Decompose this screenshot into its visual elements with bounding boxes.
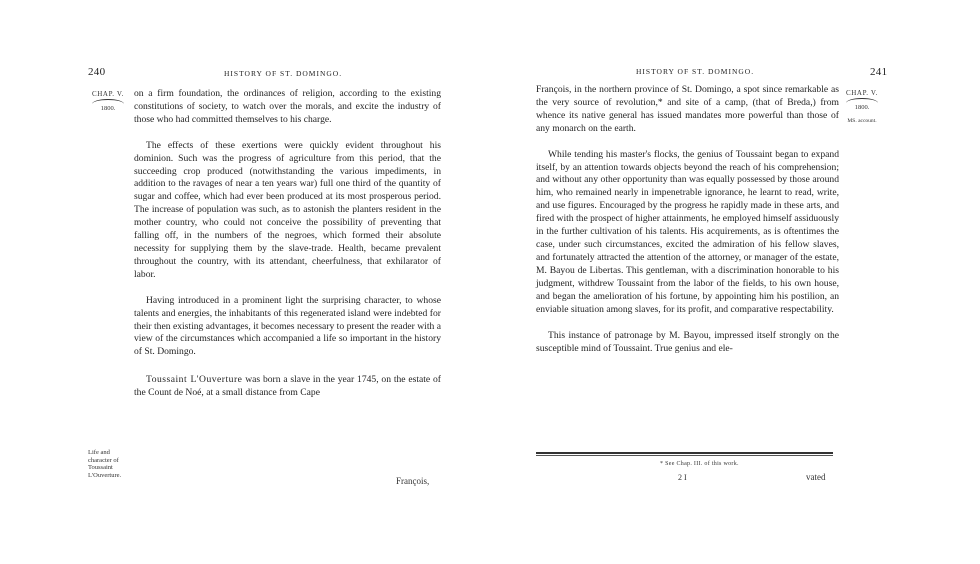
margin-year: 1800. — [100, 105, 116, 112]
paragraph-rest: was born a slave in the year 1745, on the estate of the Count de Noé, at a small distance from Cape — [134, 374, 441, 399]
paragraph: While tending his master's flocks, the genius of Toussaint began to expand itself, by an attention towards objects beyond the reach of his comprehension; and without any other opportunity than was equally possessed by those around him, who remained nearly in impenetrable ignorance, he learnt to read, write, and use figures. Encouraged by the progress he rapidly made in these arts, and fired with the prospect of higher attainments, he employed himself assiduously in the further cultivation of his talents. His acquirements, as is oftentimes the case, under such circumstances, excited the admiration of his fellow slaves, and fortunately attracted the attention of the attorney, or manager of the estate, M. Bayou de Libertas. This gentleman, with a discrimination honorable to his judgment, withdrew Toussaint from the labor of the fields, to his own house, and began the amelioration of his fortune, by appointing him his postilion, an enviable situation among slaves, for its profit, and comparative respectability. — [536, 148, 839, 315]
right-page — [490, 0, 980, 564]
side-note: Life and character of Toussaint L'Ouverture. — [88, 449, 122, 479]
paragraph: François, in the northern province of St. Domingo, a spot since remarkable as the very source of revolution,* and site of a camp, (that of Breda,) from whence its native general has issued mandates more powerful than those of any monarch on the earth. — [536, 84, 839, 134]
margin-source-note: MS. account. — [847, 118, 877, 124]
paragraph: This instance of patronage by M. Bayou, impressed itself strongly on the susceptible mind of Toussaint. True genius and ele- — [536, 330, 839, 355]
page-number: 241 — [870, 66, 888, 78]
chapter-label: CHAP. V. — [92, 90, 124, 98]
paragraph — [134, 374, 441, 400]
paragraph: on a firm foundation, the ordinances of religion, according to the existing constitutions of society, to watch over the morals, and excite the industry of those who had committed themselves to his charge. — [134, 88, 441, 125]
footnote-rule — [536, 452, 833, 454]
paragraph: Having introduced in a prominent light the surprising character, to whose talents and energies, the inhabitants of this regenerated island were indebted for their then existing advantages, it becomes necessary to present the reader with a view of the circumstances which accompanied a life so important in the history of St. Domingo. — [134, 294, 441, 358]
toussaint-name: Toussaint L'Ouverture — [146, 374, 243, 386]
margin-chapter-note — [88, 90, 128, 113]
margin-year: 1800. — [854, 104, 870, 111]
chapter-label: CHAP. V. — [846, 89, 878, 97]
brace-icon — [92, 99, 124, 104]
right-body-text — [536, 84, 839, 356]
page-number: 240 — [88, 66, 106, 78]
left-body-text — [134, 88, 441, 400]
signature-mark: 2 I — [678, 473, 687, 482]
paragraph: The effects of these exertions were quickly evident throughout his dominion. Such was the progress of agriculture from this period, that the succeeding crop produced (notwithstanding the various impediments, in addition to the ravages of near a ten years war) full one third of the quantity of sugar and coffee, which had ever been produced at its most prosperous period. The increase of population was such, as to astonish the planters resident in the mother country, who could not conceive the possibility of preventing that falling off, in the numbers of the negroes, which formed their absolute necessity for supplying them by the slave-trade. Health, became prevalent throughout the country, with its attendant, cheerfulness, that exhilarator of labor. — [134, 139, 441, 280]
running-head: HISTORY OF ST. DOMINGO. — [224, 69, 343, 78]
footnote-rule — [536, 455, 833, 456]
margin-chapter-note — [842, 89, 882, 125]
running-head: HISTORY OF ST. DOMINGO. — [636, 67, 755, 76]
brace-icon — [846, 98, 878, 103]
catchword: François, — [396, 476, 430, 486]
catchword: vated — [806, 472, 826, 482]
footnote: * See Chap. III. of this work. — [660, 461, 739, 467]
